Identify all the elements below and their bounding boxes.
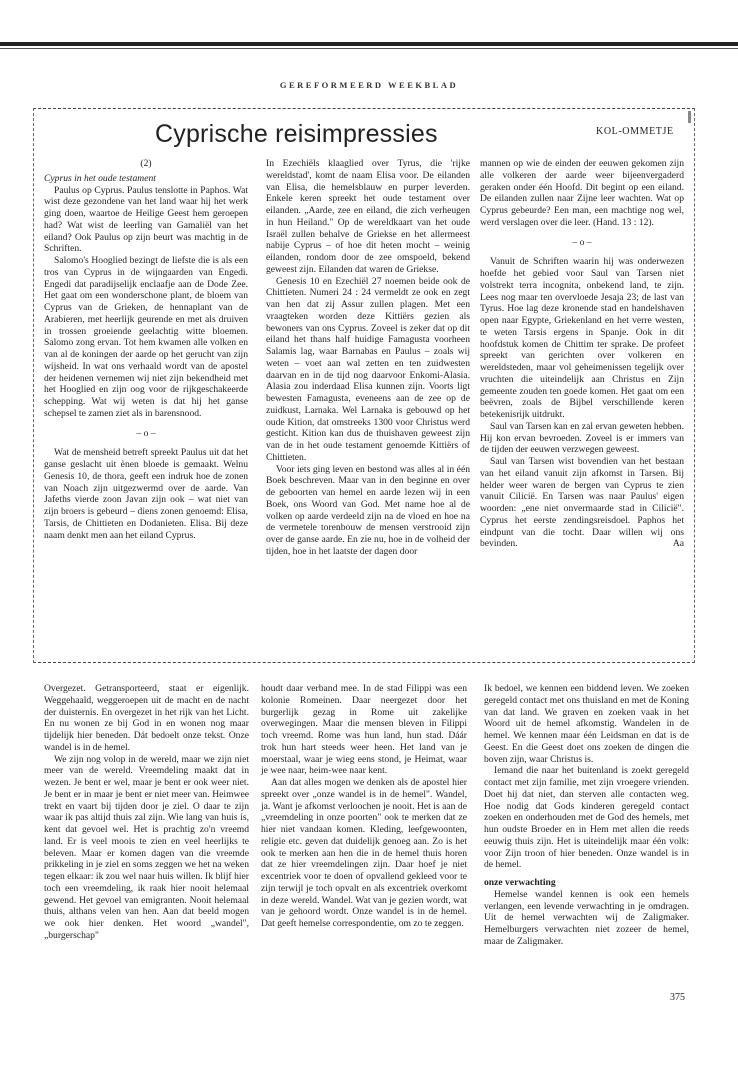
paragraph: We zijn nog volop in de wereld, maar we zijn niet meer van de wereld. Vreemdeling maakt dat in wezen. Je bent er wel, maar je bent er ook weer niet. Je bent er in maar je bent er niet meer van. Heimwee trekt en vaart bij tijden door je ziel. O daar te zijn waar ik pas altijd thuis zal zijn. Wie lang van huis is, kent dat gevoel wel. Het is prachtig zo'n vreemd land. Er is veel moois te zien en veel heerlijks te beleven. Maar er komen dagen van die vreemde prikkeling in je ziel en soms zeggen we het na weken tegen elkaar: ik zou wel naar huis willen. Ik blijf hier toch een vreemdeling, ik raak hier nooit helemaal gewend. Het gevoel van emigranten. Nooit helemaal thuis, althans velen van hen. Aan dat beeld mogen we ook hier denken. Het woord „wandel", „burgerschap"	[44, 753, 249, 941]
author-initials: Aa	[672, 538, 684, 550]
paragraph: Genesis 10 en Ezechiël 27 noemen beide ook de Chittieten. Numeri 24 : 24 vermeldt ze ook en zegt van hen dat zij Assur zullen plagen. Met een vraagteken worden deze Kittiërs gezien als bewoners van ons Cyprus. Zoveel is zeker dat op dit eiland het thans half huidige Famagusta voorheen Salamis lag, waar Barnabas en Paulus – zoals wij weten – voet aan wal zetten en ten zuidwesten daarvan en in de tijd nog daarvoor Enkomi-Alasia. Alasia zou inderdaad Elisa kunnen zijn. Voorts ligt bewesten Famagusta, eveneens aan de zee op de zuidkust, Larnaka. Wel Larnaka is gebouwd op het oude Kition, dat omstreeks 1300 voor Christus werd gesticht. Kition kan dus de thuishaven geweest zijn van de in het oude testament genoemde Kittiërs of Chittieten.	[266, 275, 470, 463]
article-title: Cyprische reisimpressies	[155, 120, 438, 148]
paragraph: Saul van Tarsen wist bovendien van het bestaan van het eiland vanuit zijn afkomst in Tarsen. Bij helder weer waren de bergen van Cyprus te zien vanuit Cilicië. En Tarsen was naar Paulus' eigen woorden: „ene niet onvermaarde stad in Cilicië". Cyprus het eerste zendingsreisdoel. Paphos het eindpunt van die tocht. Daar willen wij ons bevinden.	[480, 456, 684, 550]
top-rule	[0, 42, 738, 46]
article-number: (2)	[140, 158, 152, 169]
publication-header: GEREFORMEERD WEEKBLAD	[279, 80, 459, 90]
paragraph: Hemelse wandel kennen is ook een hemels verlangen, een levende verwachting in je omdragen. Uit de hemel verwachten wij de Zaligmaker. Hemelburgers verwachten niet zozeer de hemel, maar de Zaligmaker.	[484, 888, 689, 947]
lower-column-2	[261, 683, 467, 930]
section-subhead: Cyprus in het oude testament	[44, 172, 156, 184]
paragraph: Paulus op Cyprus. Paulus tenslotte in Paphos. Wat wist deze gezondene van het land waar hij het werk ging doen, waartoe de Heilige Geest hem geroepen had? Wat wist de leerling van Gamaliël van het eiland? Ook Paulus op zijn beurt was machtig in de Schriften.	[44, 184, 248, 255]
paragraph: Ik bedoel, we kennen een biddend leven. We zoeken geregeld contact met ons thuisland en met de Koning van dat land. We graven en zoeken vaak in het Woord uit de hemel afkomstig. Wandelen in de hemel. We kennen maar één Leidsman en dat is de Geest. En die Geest doet ons zoeken de dingen die boven zijn, waar Christus is.	[484, 683, 689, 765]
article-column-1	[44, 158, 248, 541]
paragraph: Aan dat alles mogen we denken als de apostel hier spreekt over „onze wandel is in de hemel". Wandel, ja. Want je afkomst verloochen je nooit. Het is aan de „vreemdeling in onze poorten" ook te merken dat ze hier niet vandaan komen. Kleding, leefgewoonten, religie etc. geven dat duidelijk genoeg aan. Zo is het ook te merken aan hen die in de hemel thuis horen dat ze hier vreemdelingen zijn. Daar hoef je niet excentriek voor te doen of opvallend gekleed voor te zijn terwijl je toch opvalt en als excentriek overkomt in deze wereld. Wandel. Wat van je gezien wordt, wat van je gehoord wordt. Onze wandel is in de hemel. Dat geeft hemelse correspondentie, om zo te zeggen.	[261, 777, 467, 929]
paragraph: Iemand die naar het buitenland is zoekt geregeld contact met zijn familie, met zijn vroegere vrienden. Doet hij dat niet, dan sterven alle contacten weg. Hoe nodig dat Gods kinderen geregeld contact zoeken en onderhouden met de God des hemels, met hun oudste Broeder en in Hem met allen die reeds eeuwig thuis zijn. Het is uiteindelijk maar één volk: voor Zijn troon of hier beneden. Onze wandel is in de hemel.	[484, 765, 689, 871]
paragraph: Vanuit de Schriften waarin hij was onderwezen hoefde het gebied voor Saul van Tarsen niet volstrekt terra incognita, onbekend land, te zijn. Lees nog maar ten overvloede Jesaja 23; de last van Tyrus. Hoe lag deze kronende stad en handelshaven open naar Egypte, Griekenland en het verre westen, te weten Tarsis ergens in Spanje. Ook in dit hoofdstuk komen de Chittim ter sprake. De profeet spreekt van gerichten over volkeren en wereldsteden, maar vol geheimenissen tegelijk over vruchten die uiteindelijk aan Christus en Zijn gemeente zouden ten goede komen. Het gaat om een beëvren, zoals de Bijbel verschillende keren betekenisrijk uitdrukt.	[480, 256, 684, 420]
lower-column-3	[484, 683, 689, 948]
article-column-3	[480, 158, 684, 550]
paragraph: Voor iets ging leven en bestond was alles al in één Boek beschreven. Maar van in den beginne en over de geboorten van hemel en aarde lezen wij in een Boek, ons Woord van God. Met name hoe al de volken op aarde verdeeld zijn na de vloed en hoe na de vermetele torenbouw de mensen verstrooid zijn over de ganse aarde. En zie nu, hoe in de volheid der tijden, hoe in het laatste der dagen door	[266, 463, 470, 557]
paragraph: Salomo's Hooglied bezingt de liefste die is als een tros van Cyprus in de wijngaarden van Engedi. Engedi dat paradijselijk enclaafje aan de Dode Zee. Het gaat om een wonderschone plant, de bloem van Cyprus van de Grieken, de hennaplant van de Arabieren, met heerlijk geurende en met als druiven in trossen groeiende geelachtig witte bloemen. Salomo zong ervan. Tot hem kwamen alle volken en van al de koningen der aarde op het gerucht van zijn wijsheid. In wat ons verhaald wordt van de apostel der heidenen vernemen wij niet zijn bekendheid met het Hooglied en zijn oog voor de rijkgeschakeerde schepping. Wat wij weten is dat hij het ganse schepsel te zamen ziet als in barensnood.	[44, 255, 248, 419]
section-subhead: onze verwachting	[484, 877, 556, 888]
article-column-2	[266, 158, 470, 558]
section-separator: – o –	[136, 427, 156, 439]
paragraph: houdt daar verband mee. In de stad Filippi was een kolonie Romeinen. Daar neergezet door het burgerlijk gezag in Rome uit zakelijke overwegingen. Maar die mensen bleven in Filippi toch vreemd. Rome was hun land, hun stad. Dáár trok hun hart steeds weer heen. Het land van je moerstaal, waar je wieg eens stond, je Heimat, waar je wee naar, heim-wee naar kent.	[261, 683, 467, 777]
paragraph: mannen op wie de einden der eeuwen gekomen zijn alle volkeren der aarde weer bijeenvergaderd geraken onder één Hoofd. Dit begint op een eiland. De eilanden zullen naar Zijne leer wachten. Wat op Cyprus gebeurde? Een man, een machtige nog wel, werd verslagen over die leer. (Hand. 13 : 12).	[480, 158, 684, 228]
page-number: 375	[670, 992, 685, 1003]
section-separator: – o –	[572, 236, 592, 248]
paragraph: In Ezechiëls klaaglied over Tyrus, die 'rijke wereldstad', komt de naam Elisa voor. De eilanden van Elisa, die hemelsblauw en purper leverden. Enkele keren spreekt het oude testament over eilanden. „Aarde, zee en eiland, die zich verheugen in hun Heiland." Op de wereldkaart van het oude Israël zullen behalve de Griekse en het allermeest nabije Cyprus – of hoe dit heten mocht – weinig eilanden, rondom door de zee omspoeld, bekend geweest zijn. Eilanden dat waren de Griekse.	[266, 158, 470, 275]
lower-column-1	[44, 683, 249, 942]
column-rubric: KOL-OMMETJE	[596, 126, 674, 137]
top-rule-thin	[0, 48, 738, 49]
box-corner-mark	[688, 111, 691, 123]
paragraph: Saul van Tarsen kan en zal ervan geweten hebben. Hij kon ervan bevroeden. Zoveel is er immers van de tijden der eeuwen verzwegen geweest.	[480, 420, 684, 456]
paragraph: Overgezet. Getransporteerd, staat er eigenlijk. Weggehaald, weggeroepen uit de macht en de nacht der duisternis. En overgezet in het rijk van het Licht. En nu wonen ze bij God in en wonen nog maar tijdelijk hier beneden. Dát bedoelt onze tekst. Onze wandel is in de hemel.	[44, 683, 249, 753]
paragraph: Wat de mensheid betreft spreekt Paulus uit dat het ganse geslacht uit ènen bloede is gemaakt. Welnu Genesis 10, de thora, geeft een indruk hoe de zonen van Noach zijn uitgezwermd over de aarde. Van Jafeths vierde zoon Javan zijn ook – wat niet van zijn broers is gebeurd – diens zonen genoemd: Elisa, Tarsis, de Chittieten en Dodanieten. Elisa. Bij deze naam denkt men aan het eiland Cyprus.	[44, 447, 248, 541]
